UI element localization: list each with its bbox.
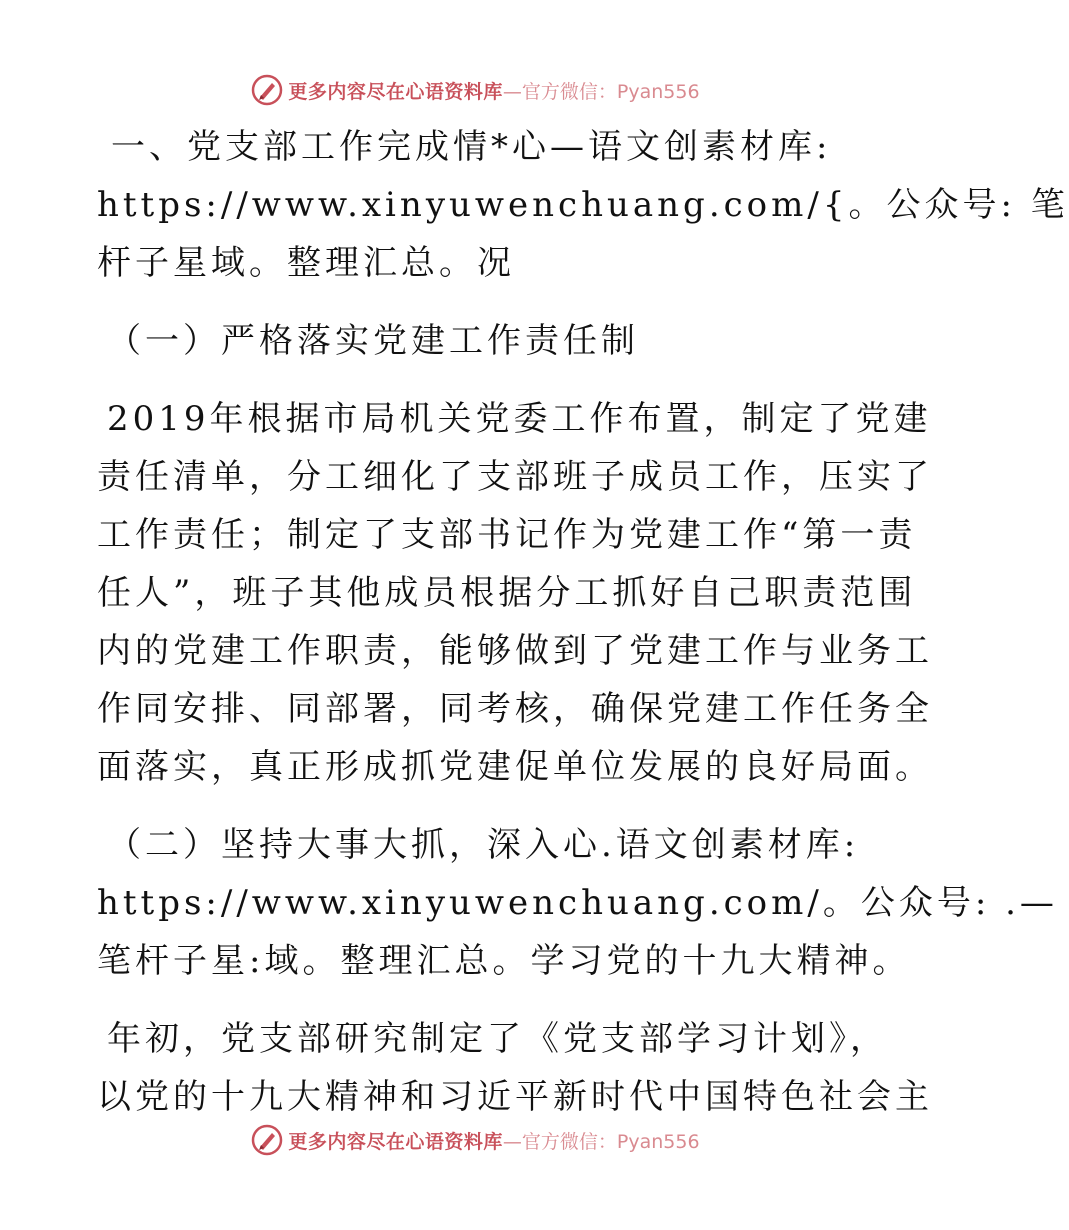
text-line: 笔杆子星:域。整理汇总。学习党的十九大精神。 [97, 941, 911, 981]
text-line: 责任清单，分工细化了支部班子成员工作，压实了 [97, 457, 933, 497]
paragraph-subsection-two [97, 816, 1058, 990]
text-line: （一）严格落实党建工作责任制 [107, 321, 639, 361]
watermark-sub-text: —官方微信：Pyan556 [502, 1130, 700, 1153]
document-body [97, 118, 1069, 1126]
text-line: https://www.xinyuwenchuang.com/{。公众号: 笔 [97, 185, 1069, 225]
text-line: https://www.xinyuwenchuang.com/。公众号: .— [97, 883, 1058, 923]
text-line: 一、党支部工作完成情*心—语文创素材库: [111, 127, 832, 167]
text-line: 任人”，班子其他成员根据分工抓好自己职责范围 [97, 573, 917, 613]
watermark-footer [0, 1120, 950, 1160]
watermark-main-text: 更多内容尽在心语资料库 [288, 1130, 503, 1153]
paragraph-body-two [97, 1010, 933, 1126]
text-line: 工作责任；制定了支部书记作为党建工作“第一责 [97, 515, 917, 555]
text-line: 面落实，真正形成抓党建促单位发展的良好局面。 [97, 747, 933, 787]
paragraph-subsection-one [97, 312, 857, 370]
text-line: 内的党建工作职责，能够做到了党建工作与业务工 [97, 631, 933, 671]
text-line: 2019年根据市局机关党委工作布置，制定了党建 [107, 399, 932, 439]
pen-seal-icon [250, 1123, 284, 1157]
pen-seal-icon [250, 73, 284, 107]
paragraph-section-one-title [97, 118, 1069, 292]
text-line: 杆子星域。整理汇总。况 [97, 243, 515, 283]
watermark-main-text: 更多内容尽在心语资料库 [288, 80, 503, 103]
paragraph-body-one [97, 390, 933, 796]
watermark-header [0, 70, 950, 110]
watermark-sub-text: —官方微信：Pyan556 [502, 80, 700, 103]
text-line: （二）坚持大事大抓，深入心.语文创素材库: [107, 825, 860, 865]
text-line: 年初，党支部研究制定了《党支部学习计划》， [107, 1019, 888, 1059]
text-line: 以党的十九大精神和习近平新时代中国特色社会主 [97, 1077, 933, 1117]
text-line: 作同安排、同部署，同考核，确保党建工作任务全 [97, 689, 933, 729]
